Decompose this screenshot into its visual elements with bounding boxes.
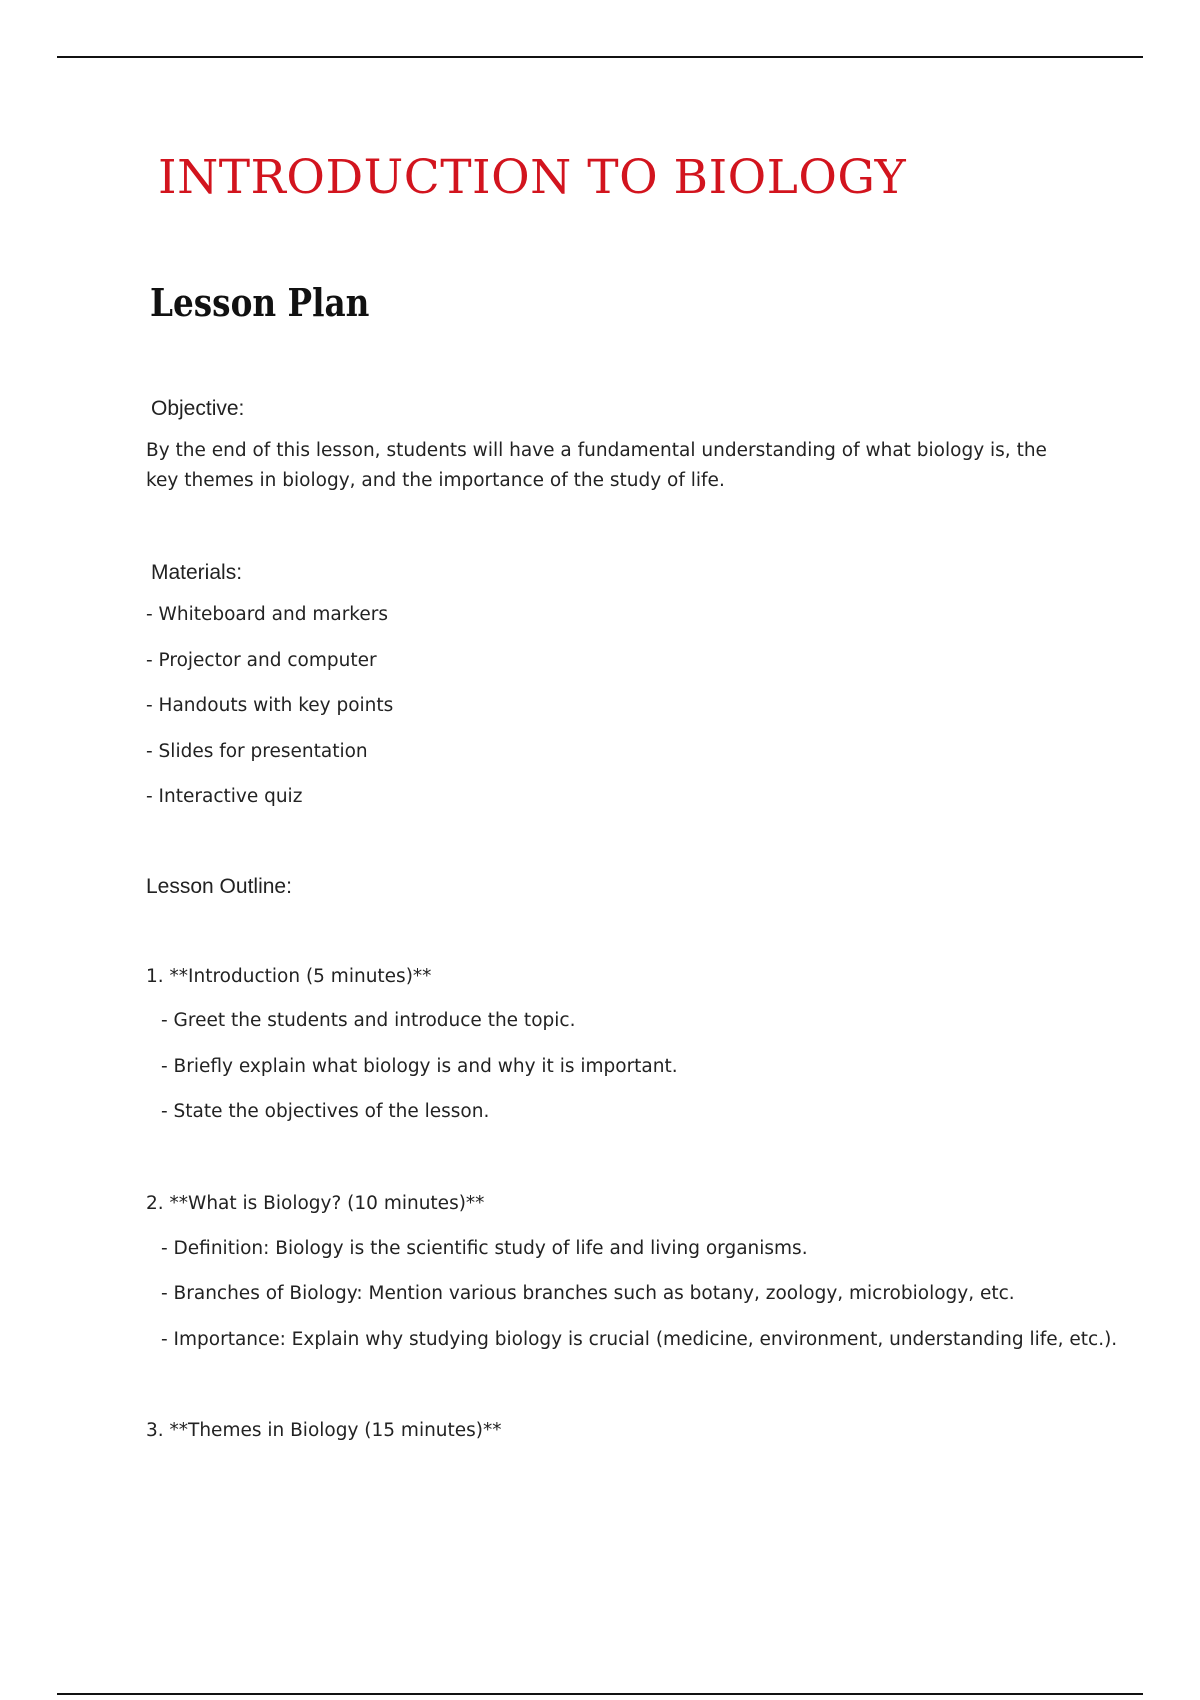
materials-item: - Handouts with key points xyxy=(146,695,394,716)
objective-text: By the end of this lesson, students will have a fundamental understanding of what biology is, the key themes in biology, and the importance of the study of life. xyxy=(146,440,1047,491)
document-subtitle: Lesson Plan xyxy=(150,280,370,325)
bottom-rule xyxy=(57,1693,1143,1695)
materials-item: - Whiteboard and markers xyxy=(146,604,388,625)
outline-point: - Greet the students and introduce the topic. xyxy=(161,1010,576,1031)
objective-heading: Objective: xyxy=(151,397,245,420)
outline-point: - Branches of Biology: Mention various branches such as botany, zoology, microbiology, etc. xyxy=(161,1283,1015,1304)
materials-item: - Projector and computer xyxy=(146,650,377,671)
top-rule xyxy=(57,56,1143,58)
document-title: INTRODUCTION TO BIOLOGY xyxy=(158,150,907,205)
materials-item: - Interactive quiz xyxy=(146,786,303,807)
outline-section-title: 1. **Introduction (5 minutes)** xyxy=(146,966,432,987)
outline-section-title: 2. **What is Biology? (10 minutes)** xyxy=(146,1193,485,1214)
materials-heading: Materials: xyxy=(151,561,243,584)
outline-heading: Lesson Outline: xyxy=(146,875,292,898)
outline-point: - State the objectives of the lesson. xyxy=(161,1101,490,1122)
materials-item: - Slides for presentation xyxy=(146,741,368,762)
outline-section-title: 3. **Themes in Biology (15 minutes)** xyxy=(146,1420,502,1441)
outline-point: - Importance: Explain why studying biology is crucial (medicine, environment, understanding life, etc.). xyxy=(161,1329,1118,1350)
outline-point: - Definition: Biology is the scientific study of life and living organisms. xyxy=(161,1238,808,1259)
outline-point: - Briefly explain what biology is and why it is important. xyxy=(161,1056,678,1077)
